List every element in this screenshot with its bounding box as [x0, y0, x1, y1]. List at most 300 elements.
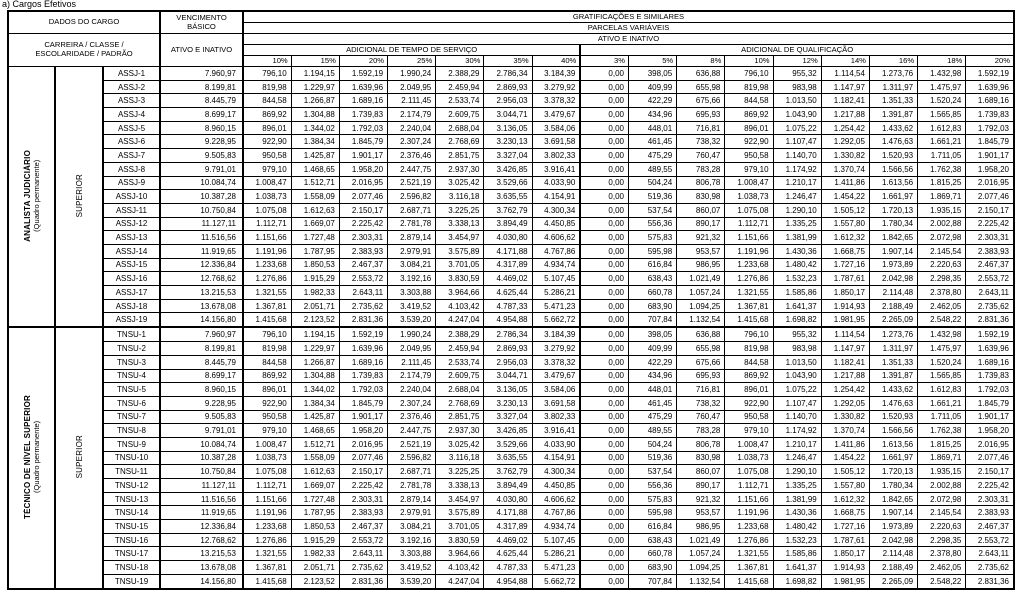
padrao-cell: ASSJ-9 — [103, 176, 160, 190]
vencimento-cell: 11.919,65 — [160, 506, 243, 520]
value-cell: 2.533,74 — [436, 94, 484, 108]
vencimento-cell: 7.960,97 — [160, 67, 243, 81]
value-cell: 1.057,24 — [677, 286, 725, 300]
value-cell: 1.592,19 — [339, 67, 387, 81]
value-cell: 1.641,37 — [773, 299, 821, 313]
value-cell: 5.471,23 — [532, 299, 580, 313]
vencimento-cell: 11.516,56 — [160, 492, 243, 506]
class-label: SUPERIOR — [55, 67, 103, 328]
value-cell: 4.954,88 — [484, 313, 532, 327]
value-cell: 434,96 — [629, 369, 677, 383]
vencimento-cell: 10.750,84 — [160, 465, 243, 479]
value-cell: 0,00 — [580, 561, 628, 575]
value-cell: 4.033,90 — [532, 176, 580, 190]
value-cell: 2.459,94 — [436, 80, 484, 94]
value-cell: 1.132,54 — [677, 313, 725, 327]
value-cell: 1.476,63 — [869, 396, 917, 410]
adicional-qualificacao-header: ADICIONAL DE QUALIFICAÇÃO — [580, 45, 1014, 56]
value-cell: 950,58 — [243, 149, 291, 163]
value-cell: 2.123,52 — [291, 313, 339, 327]
value-cell: 1.914,93 — [821, 299, 869, 313]
vencimento-cell: 10.084,74 — [160, 437, 243, 451]
value-cell: 1.273,76 — [869, 327, 917, 341]
value-cell: 1.935,15 — [918, 465, 966, 479]
value-cell: 2.467,37 — [339, 520, 387, 534]
value-cell: 1.520,24 — [918, 355, 966, 369]
value-cell: 1.415,68 — [243, 313, 291, 327]
value-cell: 1.132,54 — [677, 574, 725, 589]
value-cell: 1.958,20 — [339, 424, 387, 438]
vencimento-cell: 11.127,11 — [160, 217, 243, 231]
value-cell: 806,78 — [677, 437, 725, 451]
value-cell: 2.123,52 — [291, 574, 339, 589]
value-cell: 4.154,91 — [532, 190, 580, 204]
value-cell: 0,00 — [580, 533, 628, 547]
value-cell: 3.192,16 — [388, 533, 436, 547]
value-cell: 0,00 — [580, 313, 628, 327]
vencimento-cell: 9.228,95 — [160, 396, 243, 410]
padrao-cell: ASSJ-7 — [103, 149, 160, 163]
value-cell: 1.901,17 — [966, 149, 1014, 163]
value-cell: 4.606,62 — [532, 231, 580, 245]
value-cell: 448,01 — [629, 121, 677, 135]
table-row — [8, 383, 1014, 397]
value-cell: 2.265,09 — [869, 574, 917, 589]
value-cell: 1.367,81 — [243, 561, 291, 575]
value-cell: 1.217,88 — [821, 108, 869, 122]
value-cell: 3.894,49 — [484, 479, 532, 493]
table-row — [8, 561, 1014, 575]
ativo-inativo-left-header: ATIVO E INATIVO — [160, 34, 243, 67]
table-row — [8, 396, 1014, 410]
value-cell: 0,00 — [580, 574, 628, 589]
value-cell: 1.641,37 — [773, 561, 821, 575]
value-cell: 1.094,25 — [677, 561, 725, 575]
vencimento-cell: 10.084,74 — [160, 176, 243, 190]
value-cell: 1.411,86 — [821, 437, 869, 451]
vencimento-cell: 13.215,53 — [160, 286, 243, 300]
value-cell: 3.802,33 — [532, 149, 580, 163]
padrao-cell: TNSU-18 — [103, 561, 160, 575]
padrao-cell: ASSJ-18 — [103, 299, 160, 313]
value-cell: 3.762,79 — [484, 465, 532, 479]
value-cell: 819,98 — [725, 342, 773, 356]
value-cell: 1.430,36 — [773, 506, 821, 520]
value-cell: 2.643,11 — [966, 547, 1014, 561]
value-cell: 3.184,39 — [532, 67, 580, 81]
value-cell: 1.191,96 — [243, 244, 291, 258]
value-cell: 5.286,21 — [532, 286, 580, 300]
value-cell: 1.194,15 — [291, 327, 339, 341]
table-row — [8, 520, 1014, 534]
value-cell: 953,57 — [677, 244, 725, 258]
value-cell: 1.468,65 — [291, 162, 339, 176]
value-cell: 1.370,74 — [821, 162, 869, 176]
value-cell: 716,81 — [677, 121, 725, 135]
value-cell: 0,00 — [580, 149, 628, 163]
value-cell: 1.292,05 — [821, 396, 869, 410]
value-cell: 1.727,16 — [821, 258, 869, 272]
value-cell: 2.643,11 — [339, 286, 387, 300]
vencimento-cell: 12.768,62 — [160, 533, 243, 547]
value-cell: 3.279,92 — [532, 342, 580, 356]
value-cell: 675,66 — [677, 355, 725, 369]
value-cell: 2.072,98 — [918, 492, 966, 506]
value-cell: 1.762,38 — [918, 424, 966, 438]
vencimento-cell: 7.960,97 — [160, 327, 243, 341]
table-row — [8, 190, 1014, 204]
vencimento-cell: 9.228,95 — [160, 135, 243, 149]
value-cell: 4.300,34 — [532, 203, 580, 217]
value-cell: 461,45 — [629, 396, 677, 410]
value-cell: 575,83 — [629, 492, 677, 506]
table-row — [8, 80, 1014, 94]
value-cell: 2.596,82 — [388, 190, 436, 204]
value-cell: 1.381,99 — [773, 492, 821, 506]
value-cell: 1.008,47 — [725, 176, 773, 190]
value-cell: 3.454,97 — [436, 492, 484, 506]
value-cell: 4.625,44 — [484, 547, 532, 561]
value-cell: 2.869,93 — [484, 342, 532, 356]
value-cell: 683,90 — [629, 561, 677, 575]
value-cell: 4.317,89 — [484, 520, 532, 534]
value-cell: 2.303,31 — [966, 492, 1014, 506]
value-cell: 0,00 — [580, 383, 628, 397]
value-cell: 1.151,66 — [725, 492, 773, 506]
value-cell: 2.114,48 — [869, 547, 917, 561]
padrao-cell: TNSU-6 — [103, 396, 160, 410]
vencimento-cell: 9.791,01 — [160, 424, 243, 438]
value-cell: 1.367,81 — [243, 299, 291, 313]
carreira-classe-header: CARREIRA / CLASSE / ESCOLARIDADE / PADRÃO — [8, 34, 160, 67]
value-cell: 3.964,66 — [436, 286, 484, 300]
table-row — [8, 369, 1014, 383]
value-cell: 922,90 — [725, 396, 773, 410]
value-cell: 1.958,20 — [339, 162, 387, 176]
value-cell: 2.781,78 — [388, 217, 436, 231]
value-cell: 4.469,02 — [484, 533, 532, 547]
value-cell: 1.321,55 — [725, 286, 773, 300]
value-cell: 2.307,24 — [388, 396, 436, 410]
value-cell: 979,10 — [243, 162, 291, 176]
percent-header: 14% — [821, 56, 869, 67]
value-cell: 537,54 — [629, 203, 677, 217]
vencimento-cell: 8.699,17 — [160, 108, 243, 122]
value-cell: 1.210,17 — [773, 176, 821, 190]
value-cell: 1.990,24 — [388, 67, 436, 81]
vencimento-cell: 12.768,62 — [160, 272, 243, 286]
percent-header: 30% — [436, 56, 484, 67]
table-row — [8, 327, 1014, 341]
table-row — [8, 313, 1014, 327]
vencimento-cell: 14.156,80 — [160, 313, 243, 327]
vencimento-cell: 8.199,81 — [160, 80, 243, 94]
value-cell: 1.174,92 — [773, 424, 821, 438]
value-cell: 3.303,88 — [388, 547, 436, 561]
value-cell: 716,81 — [677, 383, 725, 397]
table-row — [8, 162, 1014, 176]
value-cell: 2.150,17 — [966, 203, 1014, 217]
value-cell: 4.787,33 — [484, 561, 532, 575]
value-cell: 1.720,13 — [869, 465, 917, 479]
adicional-tempo-servico-header: ADICIONAL DE TEMPO DE SERVIÇO — [243, 45, 580, 56]
value-cell: 1.787,95 — [291, 506, 339, 520]
value-cell: 869,92 — [243, 108, 291, 122]
value-cell: 3.279,92 — [532, 80, 580, 94]
value-cell: 2.383,93 — [339, 506, 387, 520]
value-cell: 422,29 — [629, 355, 677, 369]
value-cell: 489,55 — [629, 162, 677, 176]
vencimento-cell: 10.387,28 — [160, 451, 243, 465]
value-cell: 0,00 — [580, 479, 628, 493]
padrao-cell: TNSU-1 — [103, 327, 160, 341]
value-cell: 1.290,10 — [773, 465, 821, 479]
value-cell: 1.194,15 — [291, 67, 339, 81]
value-cell: 1.845,79 — [339, 135, 387, 149]
value-cell: 1.425,87 — [291, 149, 339, 163]
value-cell: 0,00 — [580, 506, 628, 520]
value-cell: 1.276,86 — [243, 533, 291, 547]
value-cell: 5.107,45 — [532, 533, 580, 547]
value-cell: 3.635,55 — [484, 190, 532, 204]
value-cell: 2.265,09 — [869, 313, 917, 327]
value-cell: 1.480,42 — [773, 520, 821, 534]
value-cell: 1.112,71 — [725, 479, 773, 493]
salary-table — [7, 10, 1015, 590]
percent-header: 5% — [629, 56, 677, 67]
value-cell: 0,00 — [580, 244, 628, 258]
value-cell: 1.182,41 — [821, 94, 869, 108]
value-cell: 1.982,33 — [291, 547, 339, 561]
value-cell: 1.982,33 — [291, 286, 339, 300]
value-cell: 2.533,74 — [436, 355, 484, 369]
table-row — [8, 437, 1014, 451]
table-row — [8, 574, 1014, 589]
value-cell: 1.762,38 — [918, 162, 966, 176]
value-cell: 1.330,82 — [821, 149, 869, 163]
percent-header: 8% — [677, 56, 725, 67]
value-cell: 1.217,88 — [821, 369, 869, 383]
value-cell: 3.691,58 — [532, 396, 580, 410]
value-cell: 2.467,37 — [339, 258, 387, 272]
value-cell: 2.768,69 — [436, 135, 484, 149]
value-cell: 4.469,02 — [484, 272, 532, 286]
value-cell: 3.338,13 — [436, 479, 484, 493]
value-cell: 1.290,10 — [773, 203, 821, 217]
value-cell: 0,00 — [580, 203, 628, 217]
value-cell: 830,98 — [677, 451, 725, 465]
value-cell: 1.869,71 — [918, 451, 966, 465]
value-cell: 2.735,62 — [966, 561, 1014, 575]
value-cell: 1.075,08 — [243, 203, 291, 217]
value-cell: 2.174,79 — [388, 369, 436, 383]
percent-header: 40% — [532, 56, 580, 67]
table-row — [8, 465, 1014, 479]
padrao-cell: TNSU-10 — [103, 451, 160, 465]
value-cell: 2.768,69 — [436, 396, 484, 410]
table-row — [8, 176, 1014, 190]
value-cell: 1.566,56 — [869, 424, 917, 438]
value-cell: 2.077,46 — [339, 451, 387, 465]
value-cell: 2.687,71 — [388, 203, 436, 217]
value-cell: 1.075,22 — [773, 121, 821, 135]
value-cell: 3.539,20 — [388, 574, 436, 589]
value-cell: 2.383,93 — [339, 244, 387, 258]
value-cell: 4.247,04 — [436, 313, 484, 327]
value-cell: 5.286,21 — [532, 547, 580, 561]
percent-header: 25% — [388, 56, 436, 67]
table-row — [8, 121, 1014, 135]
table-row — [8, 424, 1014, 438]
value-cell: 2.643,11 — [966, 286, 1014, 300]
value-cell: 1.842,65 — [869, 492, 917, 506]
value-cell: 860,07 — [677, 203, 725, 217]
value-cell: 2.002,88 — [918, 479, 966, 493]
value-cell: 896,01 — [243, 121, 291, 135]
percent-header: 12% — [773, 56, 821, 67]
career-label: ANALISTA JUDICIÁRIO (Quadro permanente) — [8, 67, 55, 328]
value-cell: 0,00 — [580, 369, 628, 383]
padrao-cell: ASSJ-5 — [103, 121, 160, 135]
value-cell: 2.225,42 — [966, 217, 1014, 231]
value-cell: 0,00 — [580, 437, 628, 451]
value-cell: 2.049,95 — [388, 80, 436, 94]
value-cell: 2.831,36 — [966, 574, 1014, 589]
value-cell: 796,10 — [725, 327, 773, 341]
padrao-cell: TNSU-11 — [103, 465, 160, 479]
value-cell: 1.711,05 — [918, 410, 966, 424]
value-cell: 1.907,14 — [869, 244, 917, 258]
value-cell: 1.468,65 — [291, 424, 339, 438]
value-cell: 3.575,89 — [436, 244, 484, 258]
padrao-cell: TNSU-8 — [103, 424, 160, 438]
value-cell: 2.979,91 — [388, 244, 436, 258]
value-cell: 1.727,48 — [291, 231, 339, 245]
value-cell: 3.426,85 — [484, 424, 532, 438]
value-cell: 922,90 — [725, 135, 773, 149]
percent-header: 18% — [918, 56, 966, 67]
value-cell: 1.787,61 — [821, 272, 869, 286]
value-cell: 1.557,80 — [821, 479, 869, 493]
table-row — [8, 94, 1014, 108]
value-cell: 4.103,42 — [436, 299, 484, 313]
value-cell: 1.739,83 — [966, 369, 1014, 383]
value-cell: 3.184,39 — [532, 327, 580, 341]
value-cell: 2.521,19 — [388, 176, 436, 190]
value-cell: 1.384,34 — [291, 135, 339, 149]
value-cell: 2.609,75 — [436, 369, 484, 383]
value-cell: 1.432,98 — [918, 327, 966, 341]
value-cell: 1.698,82 — [773, 574, 821, 589]
percent-header: 35% — [484, 56, 532, 67]
value-cell: 1.335,25 — [773, 217, 821, 231]
value-cell: 2.188,49 — [869, 561, 917, 575]
padrao-cell: TNSU-15 — [103, 520, 160, 534]
value-cell: 1.384,34 — [291, 396, 339, 410]
value-cell: 1.727,16 — [821, 520, 869, 534]
value-cell: 1.415,68 — [725, 313, 773, 327]
value-cell: 796,10 — [243, 327, 291, 341]
value-cell: 1.233,68 — [243, 520, 291, 534]
value-cell: 1.114,54 — [821, 67, 869, 81]
value-cell: 0,00 — [580, 410, 628, 424]
value-cell: 3.136,05 — [484, 121, 532, 135]
value-cell: 1.321,55 — [243, 286, 291, 300]
value-cell: 1.787,95 — [291, 244, 339, 258]
padrao-cell: ASSJ-11 — [103, 203, 160, 217]
value-cell: 1.792,03 — [966, 121, 1014, 135]
value-cell: 896,01 — [725, 383, 773, 397]
value-cell: 1.276,86 — [725, 533, 773, 547]
value-cell: 1.973,89 — [869, 258, 917, 272]
value-cell: 1.958,20 — [966, 424, 1014, 438]
value-cell: 4.450,85 — [532, 217, 580, 231]
ativo-inativo-right-header: ATIVO E INATIVO — [243, 34, 1014, 45]
value-cell: 890,17 — [677, 217, 725, 231]
table-row — [8, 135, 1014, 149]
value-cell: 819,98 — [243, 342, 291, 356]
value-cell: 2.240,04 — [388, 121, 436, 135]
value-cell: 2.150,17 — [966, 465, 1014, 479]
value-cell: 2.225,42 — [339, 217, 387, 231]
value-cell: 2.225,42 — [339, 479, 387, 493]
padrao-cell: TNSU-9 — [103, 437, 160, 451]
value-cell: 1.739,83 — [339, 108, 387, 122]
value-cell: 3.529,66 — [484, 176, 532, 190]
value-cell: 3.084,21 — [388, 520, 436, 534]
value-cell: 2.188,49 — [869, 299, 917, 313]
padrao-cell: ASSJ-1 — [103, 67, 160, 81]
value-cell: 1.038,73 — [243, 190, 291, 204]
value-cell: 2.521,19 — [388, 437, 436, 451]
value-cell: 3.802,33 — [532, 410, 580, 424]
value-cell: 3.575,89 — [436, 506, 484, 520]
vencimento-cell: 10.387,28 — [160, 190, 243, 204]
value-cell: 1.013,50 — [773, 94, 821, 108]
value-cell: 1.140,70 — [773, 410, 821, 424]
value-cell: 2.240,04 — [388, 383, 436, 397]
value-cell: 3.225,25 — [436, 203, 484, 217]
value-cell: 2.303,31 — [339, 492, 387, 506]
value-cell: 3.230,13 — [484, 396, 532, 410]
value-cell: 1.021,49 — [677, 272, 725, 286]
value-cell: 3.830,59 — [436, 533, 484, 547]
value-cell: 1.147,97 — [821, 80, 869, 94]
vencimento-cell: 8.199,81 — [160, 342, 243, 356]
value-cell: 1.367,81 — [725, 299, 773, 313]
value-cell: 0,00 — [580, 190, 628, 204]
table-row — [8, 149, 1014, 163]
header-row-3 — [8, 34, 1014, 45]
value-cell: 3.025,42 — [436, 437, 484, 451]
value-cell: 1.592,19 — [966, 327, 1014, 341]
vencimento-cell: 13.678,08 — [160, 299, 243, 313]
value-cell: 806,78 — [677, 176, 725, 190]
padrao-cell: ASSJ-3 — [103, 94, 160, 108]
vencimento-cell: 8.445,79 — [160, 94, 243, 108]
value-cell: 3.230,13 — [484, 135, 532, 149]
padrao-cell: TNSU-3 — [103, 355, 160, 369]
value-cell: 1.381,99 — [773, 231, 821, 245]
value-cell: 3.378,32 — [532, 94, 580, 108]
value-cell: 0,00 — [580, 355, 628, 369]
value-cell: 1.869,71 — [918, 190, 966, 204]
value-cell: 1.008,47 — [725, 437, 773, 451]
value-cell: 1.425,87 — [291, 410, 339, 424]
value-cell: 2.051,71 — [291, 561, 339, 575]
value-cell: 2.383,93 — [966, 244, 1014, 258]
value-cell: 2.447,75 — [388, 162, 436, 176]
